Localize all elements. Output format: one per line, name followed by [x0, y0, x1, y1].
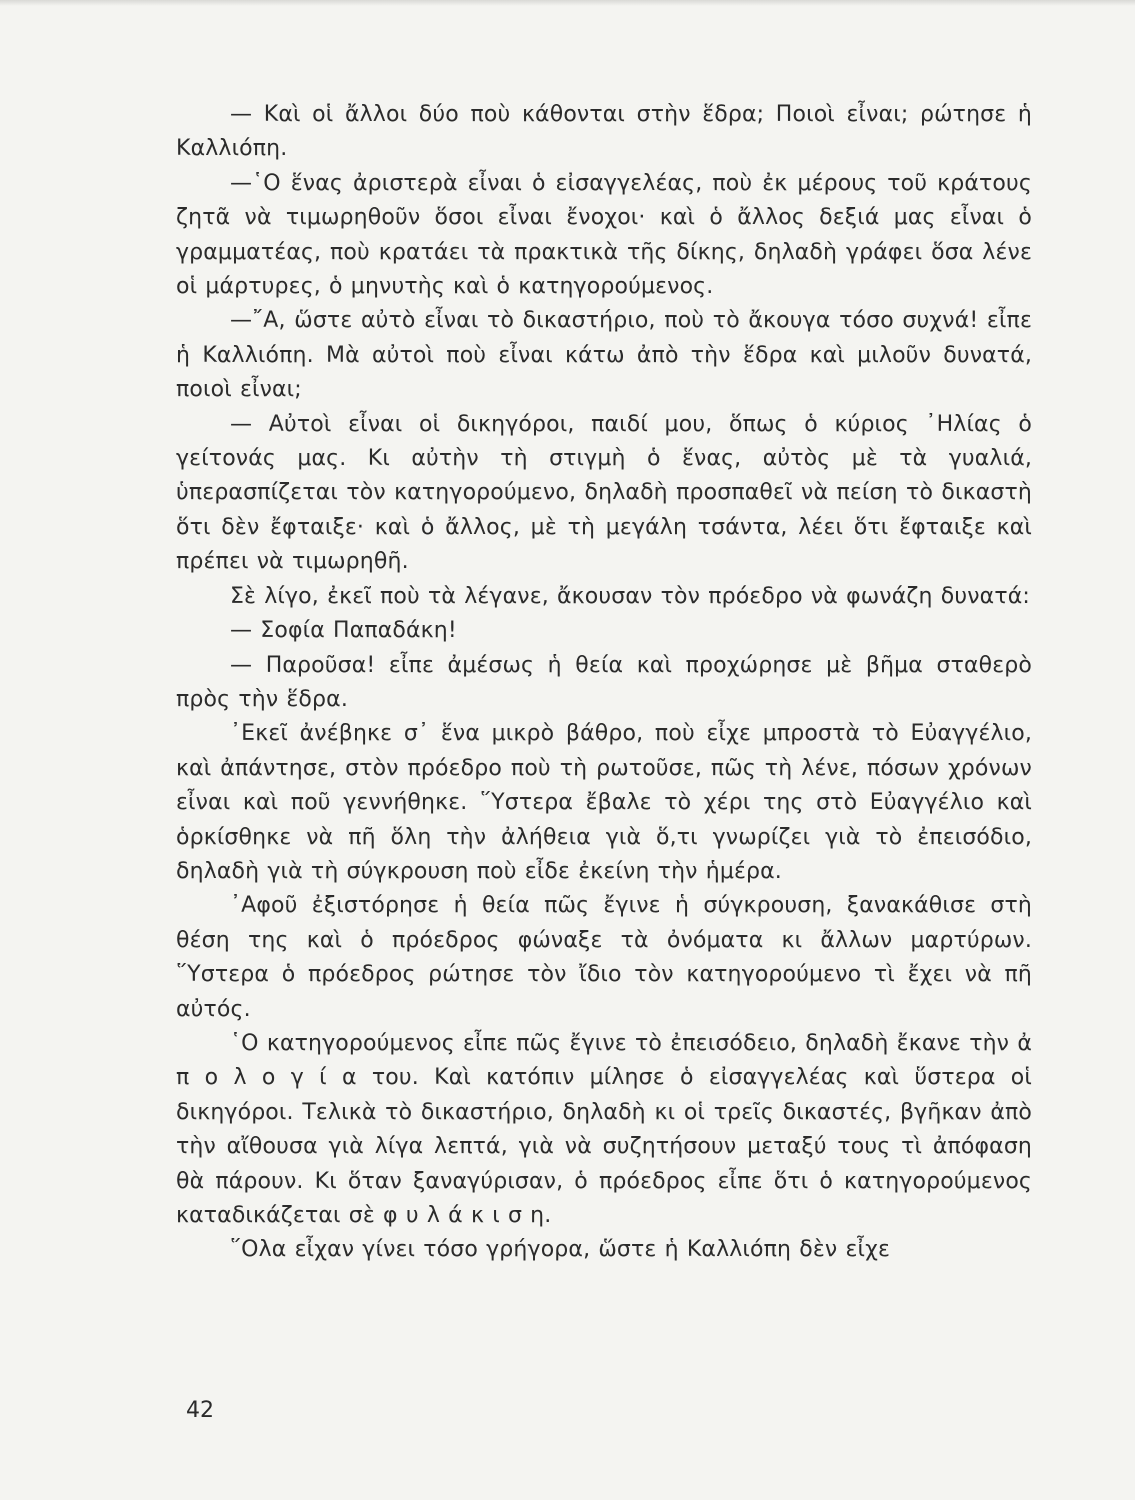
paragraph: ᾿Αφοῦ ἐξιστόρησε ἡ θεία πῶς ἔγινε ἡ σύγκρουση, ξανακάθισε στὴ θέση της καὶ ὁ πρόεδρος φώναξε τὰ ὀνόματα κι ἄλλων μαρτύρων. ῞Υστερα ὁ πρόεδρος ρώτησε τὸν ἴδιο τὸν κατηγορούμενο τὶ ἔχει νὰ πῆ αὐτός. [176, 893, 1032, 1022]
scan-edge-shadow [0, 0, 1135, 6]
paragraph: —῎Α, ὥστε αὐτὸ εἶναι τὸ δικαστήριο, ποὺ τὸ ἄκουγα τόσο συχνά! εἶπε ἡ Καλλιόπη. Μὰ αὐτοὶ ποὺ εἶναι κάτω ἀπὸ τὴν ἕδρα καὶ μιλοῦν δυνατά, ποιοὶ εἶναι; [176, 308, 1032, 403]
paragraph: ῾Ο κατηγορούμενος εἶπε πῶς ἔγινε τὸ ἐπεισόδειο, δηλαδὴ ἔκανε τὴν ἀ π ο λ ο γ ί α του. Καὶ κατόπιν μίλησε ὁ εἰσαγγελέας καὶ ὕστερα οἱ δικηγόροι. Τελικὰ τὸ δικαστήριο, δηλαδὴ κι οἱ τρεῖς δικαστές, βγῆκαν ἀπὸ τὴν αἴθουσα γιὰ λίγα λεπτά, γιὰ νὰ συζητήσουν μεταξύ τους τὶ ἀπόφαση θὰ πάρουν. Κι ὅταν ξαναγύρισαν, ὁ πρόεδρος εἶπε ὅτι ὁ κατηγορούμενος καταδικάζεται σὲ φ υ λ ά κ ι σ η. [176, 1030, 1032, 1228]
paragraph: — Καὶ οἱ ἄλλοι δύο ποὺ κάθονται στὴν ἕδρα; Ποιοὶ εἶναι; ρώτησε ἡ Καλλιόπη. [176, 102, 1032, 162]
page-number: 42 [186, 1398, 214, 1423]
paragraph: — Αὐτοὶ εἶναι οἱ δικηγόροι, παιδί μου, ὅπως ὁ κύριος ᾿Ηλίας ὁ γείτονάς μας. Κι αὐτὴν τὴ στιγμὴ ὁ ἕνας, αὐτὸς μὲ τὰ γυαλιά, ὑπερασπίζεται τὸν κατηγορούμενο, δηλαδὴ προσπαθεῖ νὰ πείση τὸ δικαστὴ ὅτι δὲν ἔφταιξε· καὶ ὁ ἄλλος, μὲ τὴ μεγάλη τσάντα, λέει ὅτι ἔφταιξε καὶ πρέπει νὰ τιμωρηθῆ. [176, 411, 1032, 575]
paragraph: —῾Ο ἕνας ἀριστερὰ εἶναι ὁ εἰσαγγελέας, ποὺ ἐκ μέρους τοῦ κράτους ζητᾶ νὰ τιμωρηθοῦν ὅσοι εἶναι ἔνοχοι· καὶ ὁ ἄλλος δεξιά μας εἶναι ὁ γραμματέας, ποὺ κρατάει τὰ πρακτικὰ τῆς δίκης, δηλαδὴ γράφει ὅσα λένε οἱ μάρτυρες, ὁ μηνυτὴς καὶ ὁ κατηγορούμενος. [176, 170, 1032, 300]
body-text [176, 98, 1032, 1268]
paragraph: Σὲ λίγο, ἐκεῖ ποὺ τὰ λέγανε, ἄκουσαν τὸν πρόεδρο νὰ φωνάζη δυνατά: [230, 583, 1030, 609]
paragraph: ῞Ολα εἶχαν γίνει τόσο γρήγορα, ὥστε ἡ Καλλιόπη δὲν εἶχε [230, 1237, 891, 1263]
paragraph: ᾿Εκεῖ ἀνέβηκε σ᾿ ἕνα μικρὸ βάθρο, ποὺ εἶχε μπροστὰ τὸ Εὐαγγέλιο, καὶ ἀπάντησε, στὸν πρόεδρο ποὺ τὴ ρωτοῦσε, πῶς τὴ λένε, πόσων χρόνων εἶναι καὶ ποῦ γεννήθηκε. ῞Υστερα ἔβαλε τὸ χέρι της στὸ Εὐαγγέλιο καὶ ὁρκίσθηκε νὰ πῆ ὅλη τὴν ἀλήθεια γιὰ ὅ,τι γνωρίζει γιὰ τὸ ἐπεισόδιο, δηλαδὴ γιὰ τὴ σύγκρουση ποὺ εἶδε ἐκείνη τὴν ἡμέρα. [176, 721, 1032, 884]
paragraph: — Σοφία Παπαδάκη! [230, 618, 457, 644]
paragraph: — Παροῦσα! εἶπε ἀμέσως ἡ θεία καὶ προχώρησε μὲ βῆμα σταθερὸ πρὸς τὴν ἕδρα. [176, 652, 1032, 712]
